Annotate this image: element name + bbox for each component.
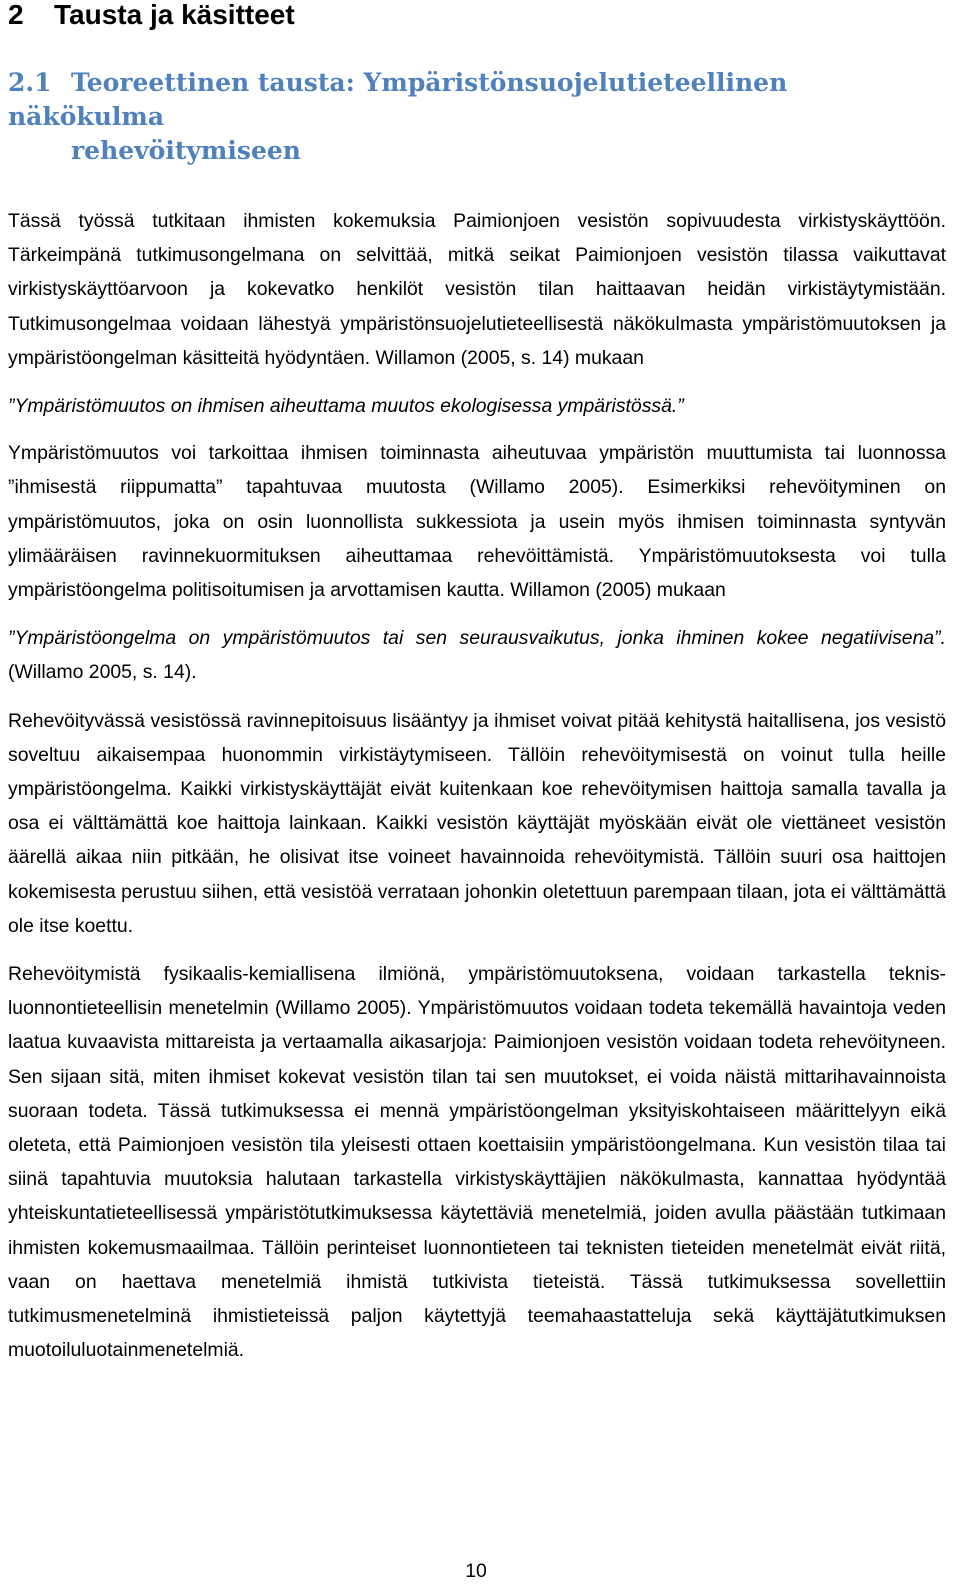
chapter-heading [8,0,946,34]
paragraph-rehevoityminen: Rehevöityvässä vesistössä ravinnepitoisuus lisääntyy ja ihmiset voivat pitää kehitystä haitallisena, jos vesistö soveltuu aikaisempaa huonommin virkistäytymiseen. Tällöin rehevöitymisestä on voinut tulla heille ympäristöongelma. Kaikki virkistyskäyttäjät eivät kuitenkaan koe rehevöitymisen haittoja samalla tavalla ja osa ei välttämättä koe haittoja lainkaan. Kaikki vesistön käyttäjät myöskään eivät ole viettäneet vesistön äärellä aikaa niin pitkään, he olisivat itse voineet havainnoida rehevöitymistä. Tällöin suuri osa haittojen kokemisesta perustuu siihen, että vesistöä verrataan johonkin oletettuun parempaan tilaan, jota ei välttämättä ole itse koettu. [8,709,946,937]
chapter-title: Tausta ja käsitteet [54,0,295,30]
section-heading [8,66,946,168]
quote-ymparistomuutos: ”Ympäristömuutos on ihmisen aiheuttama muutos ekologisessa ympäristössä.” [8,395,684,418]
page-number: 10 [465,1560,487,1582]
chapter-number: 2 [8,0,24,30]
quote-ymparistoongelma-text: ”Ympäristöongelma on ympäristömuutos tai sen seurausvaikutus, jonka ihminen kokee negatiivisena”. [8,627,946,650]
paragraph-menetelmat: Rehevöitymistä fysikaalis-kemiallisena ilmiönä, ympäristömuutoksena, voidaan tarkastella teknis-luonnontieteellisin menetelmin (Willamo 2005). Ympäristömuutos voidaan todeta tekemällä havaintoja veden laatua kuvaavista mittareista ja vertaamalla aikasarjoja: Paimionjoen vesistön voidaan todeta rehevöityneen. Sen sijaan sitä, miten ihmiset kokevat vesistön tilan tai sen muutokset, ei voida näistä mittarihavainnoista suoraan todeta. Tässä tutkimuksessa ei mennä ympäristöongelman yksityiskohtaiseen määrittelyyn eikä oleteta, että Paimionjoen vesistön tila yleisesti ottaen koettaisiin ympäristöongelmana. Kun vesistön tilaa tai siinä tapahtuvia muutoksia halutaan tarkastella virkistyskäyttäjien näkökulmasta, kannattaa hyödyntää yhteiskuntatieteellisessä ympäristötutkimuksessa käytettäviä menetelmiä, joiden avulla päästään tutkimaan ihmisten kokemusmaailmaa. Tällöin perinteiset luonnontieteen tai teknisten tieteiden menetelmät eivät riitä, vaan on haettava menetelmiä ihmistä tutkivista tieteistä. Tässä tutkimuksessa sovellettiin tutkimusmenetelminä ihmistieteissä paljon käytettyjä teemahaastatteluja sekä käyttäjätutkimuksen muotoiluluotainmenetelmiä. [8,963,946,1362]
paragraph-ymparistomuutos: Ympäristömuutos voi tarkoittaa ihmisen toiminnasta aiheutuvaa ympäristön muuttumista tai luonnossa ”ihmisestä riippumatta” tapahtuvaa muutosta (Willamo 2005). Esimerkiksi rehevöityminen on ympäristömuutos, joka on osin luonnollista sukkessiota ja usein myös ihmisen toiminnasta syntyvän ylimääräisen ravinnekuormituksen aiheuttamaa rehevöittämistä. Ympäristömuutoksesta voi tulla ympäristöongelma politisoitumisen ja arvottamisen kautta. Willamon (2005) mukaan [8,442,946,602]
quote-ymparistoongelma [8,621,946,689]
section-number: 2.1 [8,68,52,97]
quote-citation: (Willamo 2005, s. 14). [8,661,197,684]
paragraph-intro: Tässä työssä tutkitaan ihmisten kokemuksia Paimionjoen vesistön sopivuudesta virkistyskäyttöön. Tärkeimpänä tutkimusongelmana on selvittää, mitkä seikat Paimionjoen vesistön tilassa vaikuttavat virkistyskäyttöarvoon ja kokevatko henkilöt vesistön tilan haittaavan heidän virkistäytymistään. Tutkimusongelmaa voidaan lähestyä ympäristönsuojelutieteellisestä näkökulmasta ympäristömuutoksen ja ympäristöongelman käsitteitä hyödyntäen. Willamon (2005, s. 14) mukaan [8,210,946,369]
document-page [8,0,946,1368]
section-title-line2: rehevöitymiseen [71,136,301,165]
section-title-line1: Teoreettinen tausta: Ympäristönsuojelutieteellinen näkökulma [8,68,788,131]
